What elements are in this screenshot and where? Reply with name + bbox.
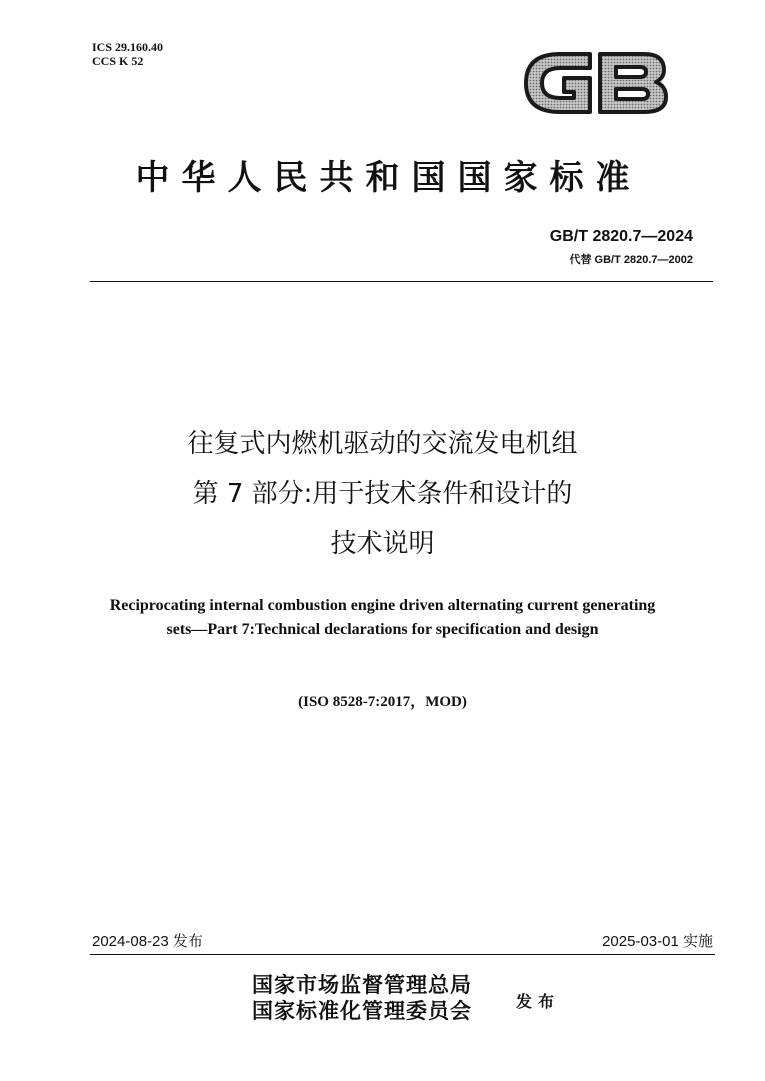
publisher-1: 国家市场监督管理总局 bbox=[252, 972, 472, 997]
standard-number: GB/T 2820.7—2024 bbox=[549, 228, 693, 245]
title-cn-line-2: 第 7 部分:用于技术条件和设计的 bbox=[192, 479, 573, 509]
publish-label: 发布 bbox=[516, 992, 561, 1011]
issuing-body-title: 中华人民共和国国家标准 bbox=[135, 158, 642, 198]
header-divider bbox=[90, 281, 713, 282]
gb-logo-icon bbox=[520, 40, 670, 126]
title-en bbox=[60, 594, 705, 642]
replaces-standard: 代替 GB/T 2820.7—2002 bbox=[569, 254, 693, 266]
implementation-date: 2025-03-01 实施 bbox=[602, 933, 713, 950]
title-cn-line-1: 往复式内燃机驱动的交流发电机组 bbox=[187, 429, 578, 459]
issue-date: 2024-08-23 发布 bbox=[92, 933, 203, 950]
classification-codes bbox=[92, 40, 163, 68]
ccs-code: CCS K 52 bbox=[92, 54, 144, 68]
title-en-line-1: Reciprocating internal combustion engine driven alternating current generating bbox=[109, 597, 656, 614]
adoption-reference: (ISO 8528-7:2017，MOD) bbox=[298, 694, 467, 710]
publishers bbox=[252, 972, 472, 1024]
ics-code: ICS 29.160.40 bbox=[92, 40, 164, 54]
title-cn-line-3: 技术说明 bbox=[330, 529, 435, 559]
publisher-2: 国家标准化管理委员会 bbox=[252, 998, 472, 1023]
footer-divider bbox=[90, 954, 715, 955]
title-en-line-2: sets—Part 7:Technical declarations for specification and design bbox=[166, 621, 599, 638]
